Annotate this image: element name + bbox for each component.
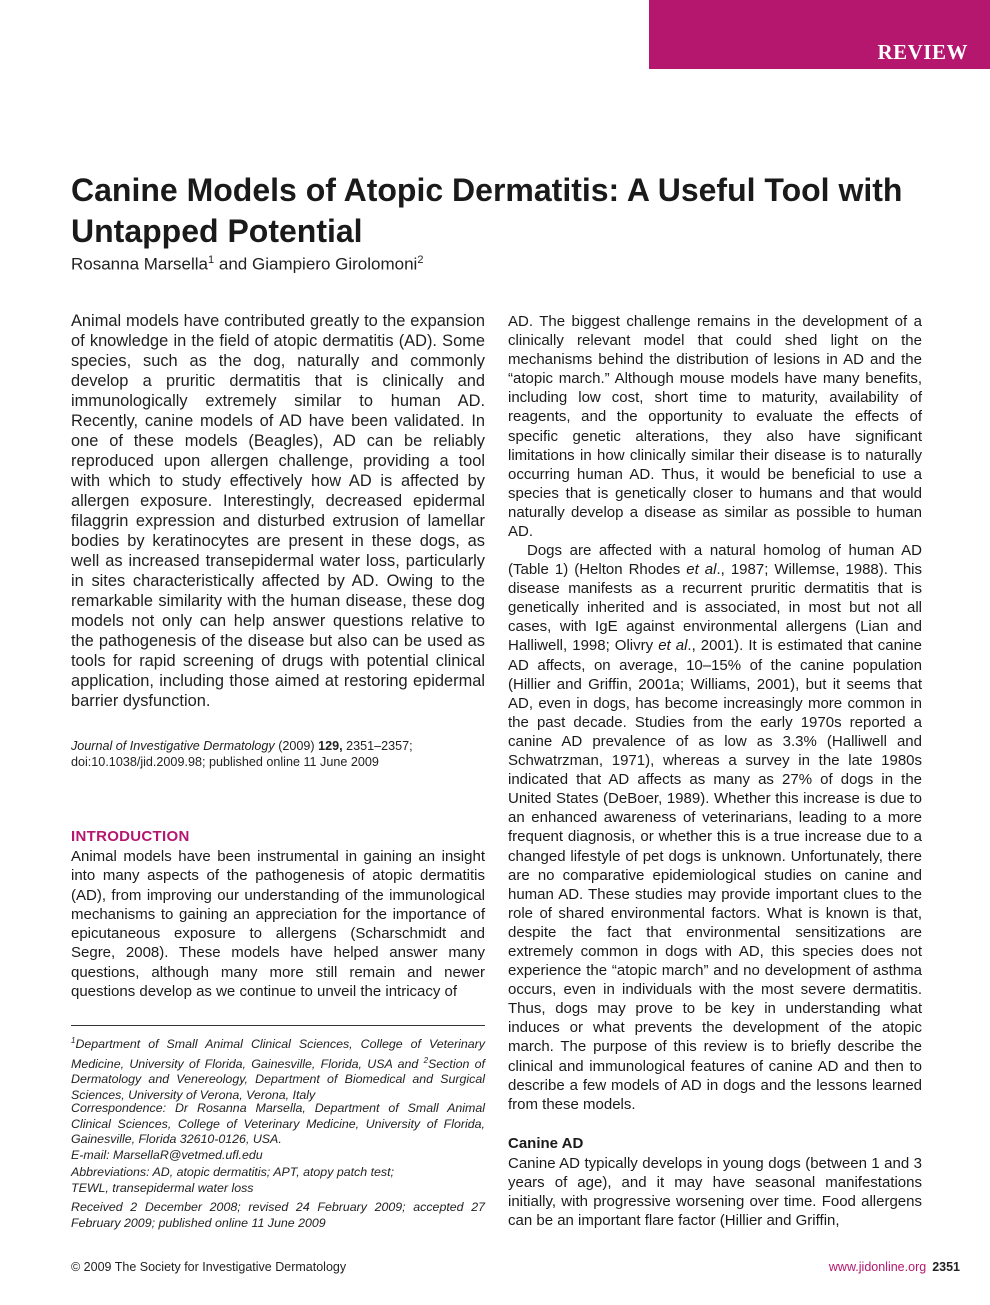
citation-pages: 2351–2357; [346, 739, 413, 753]
footer-right [829, 1260, 960, 1274]
author-name: Giampiero Girolomoni [251, 254, 418, 274]
author-joiner: and [218, 254, 248, 274]
review-banner [649, 0, 990, 69]
body-paragraph-1: AD. The biggest challenge remains in the development of a clinically relevant model that could shed light on the mechanisms behind the distribution of lesions in AD and the “atopic march.” Although mouse models have many benefits, including low cost, short time to maturity, availability of reagents, and the opportunity to evaluate the effects of specific genetic alterations, they also have significant limitations in how clinically similar their disease is to naturally occurring human AD. Thus, it would be beneficial to use a species that is genetically closer to humans and that would naturally develop a disease as similar as possible to human AD. [508, 313, 922, 541]
body-paragraph-2 [508, 541, 922, 1114]
author-affil-sup: 1 [208, 254, 215, 266]
footer-copyright: © 2009 The Society for Investigative Dermatology [71, 1260, 347, 1274]
correspondence-email: E-mail: MarsellaR@vetmed.ufl.edu [71, 1147, 263, 1162]
citation [71, 738, 485, 770]
affiliation-1: Department of Small Animal Clinical Sciences, College of Veterinary Medicine, University of Florida, Gainesville, Florida, USA and [71, 1037, 485, 1071]
body-paragraph-2-part-b: ., 1987; Willemse, 1988). This disease manifests as a recurrent pruritic dermatitis that is genetically inherited and is associated, in most but not all cases, with IgE against environmental allergens (Lian and Halliwell, 1998; Olivry [508, 561, 922, 655]
abstract: Animal models have contributed greatly to the expansion of knowledge in the field of atopic dermatitis (AD). Some species, such as the dog, naturally and commonly develop a pruritic dermatitis that is clinically and immunologically extremely similar to human AD. Recently, canine models of AD have been validated. In one of these models (Beagles), AD can be reliably reproduced upon allergen challenge, providing a tool with which to study effectively how AD is affected by allergen exposure. Interestingly, decreased epidermal filaggrin expression and disturbed extrusion of lamellar bodies by keratinocytes are present in these dogs, as well as increased transepidermal water loss, particularly in sites characteristically affected by AD. Owing to the remarkable similarity with the human disease, these dog models not only can help answer questions relative to the pathogenesis of the disease but also can be used as tools for rapid screening of drugs with potential clinical application, including those aimed at restoring epidermal barrier dysfunction. [71, 312, 485, 710]
section-heading-canine-ad: Canine AD [508, 1135, 584, 1152]
correspondence-text: Correspondence: Dr Rosanna Marsella, Department of Small Animal Clinical Sciences, College of Veterinary Medicine, University of Florida, Gainesville, Florida 32610-0126, USA. [71, 1101, 485, 1147]
affiliations [71, 1033, 485, 1104]
introduction-heading: INTRODUCTION [71, 828, 190, 845]
page-number: 2351 [932, 1260, 960, 1274]
et-al: et al [686, 561, 717, 579]
received-dates: Received 2 December 2008; revised 24 February 2009; accepted 27 February 2009; published online 11 June 2009 [71, 1200, 485, 1230]
citation-journal: Journal of Investigative Dermatology [71, 739, 275, 753]
affil-sup: 1 [71, 1036, 76, 1045]
affiliation-2: Section of Dermatology and Venereology, Department of Biomedical and Surgical Sciences, University of Verona, Verona, Italy [71, 1056, 485, 1103]
author-name: Rosanna Marsella [71, 254, 209, 274]
journal-url-link[interactable]: www.jidonline.org [828, 1260, 927, 1274]
article-title: Canine Models of Atopic Dermatitis: A Useful Tool with Untapped Potential [71, 172, 903, 249]
body-paragraph-2-part-c: ., 2001). It is estimated that canine AD affects, on average, 10–15% of the canine population (Hillier and Griffin, 2001a; Williams, 2001), but it seems that AD, even in dogs, has become increasingly more common in the past decade. Studies from the early 1970s reported a canine AD prevalence of as low as 3.3% (Halliwell and Schwatrzman, 1971), whereas a survey in the late 1980s indicated that AD affects as many as 27% of dogs in the United States (DeBoer, 1989). Whether this increase is due to an enhanced awareness of veterinarians, leading to a more frequent diagnosis, or whether this is a true increase due to a changed lifestyle of pet dogs is unknown. Unfortunately, there are no comparative epidemiological studies on canine and human AD. These studies may provide important clues to the role of shared environmental factors. What is known is that, despite the fact that environmental sensitizations are extremely common in dogs with AD, this species does not experience the “atopic march” and no development of asthma occurs, even in individuals with the most severe dermatitis. Thus, dogs may prove to be key in understanding what induces or what prevents the development of the atopic march. The purpose of this review is to briefly describe the clinical and immunological features of canine AD and then to describe a few models of AD in dogs and the lessons learned from these models. [508, 637, 922, 1113]
citation-doi: doi:10.1038/jid.2009.98; published online 11 June 2009 [71, 755, 379, 769]
canine-ad-text: Canine AD typically develops in young dogs (between 1 and 3 years of age), and it may have seasonal manifestations initially, with progressive worsening over time. Food allergens can be an important flare factor (Hillier and Griffin, [508, 1155, 922, 1230]
citation-year: (2009) [278, 739, 315, 753]
footnote-divider [71, 1025, 485, 1026]
citation-volume: 129, [318, 739, 343, 753]
review-label: REVIEW [877, 40, 968, 64]
abbreviations [71, 1165, 485, 1196]
author-list [71, 254, 423, 275]
introduction-text: Animal models have been instrumental in gaining an insight into many aspects of the pathogenesis of atopic dermatitis (AD), from improving our understanding of the immunological mechanisms to gaining an appreciation for the importance of epicutaneous exposure to allergens (Scharschmidt and Segre, 2008). These models have helped answer many questions, although many more still remain and newer questions develop as we continue to unveil the intricacy of [71, 848, 485, 1001]
abbreviations-line-2: TEWL, transepidermal water loss [71, 1180, 254, 1195]
affil-sup: 2 [423, 1055, 429, 1065]
author-affil-sup: 2 [417, 254, 424, 266]
abbreviations-line-1: Abbreviations: AD, atopic dermatitis; APT, atopy patch test; [71, 1165, 395, 1179]
et-al: et al [658, 637, 688, 655]
body-paragraph-2-part-a: Dogs are affected with a natural homolog of human AD (Table 1) (Helton Rhodes [508, 542, 922, 579]
correspondence [71, 1101, 485, 1163]
